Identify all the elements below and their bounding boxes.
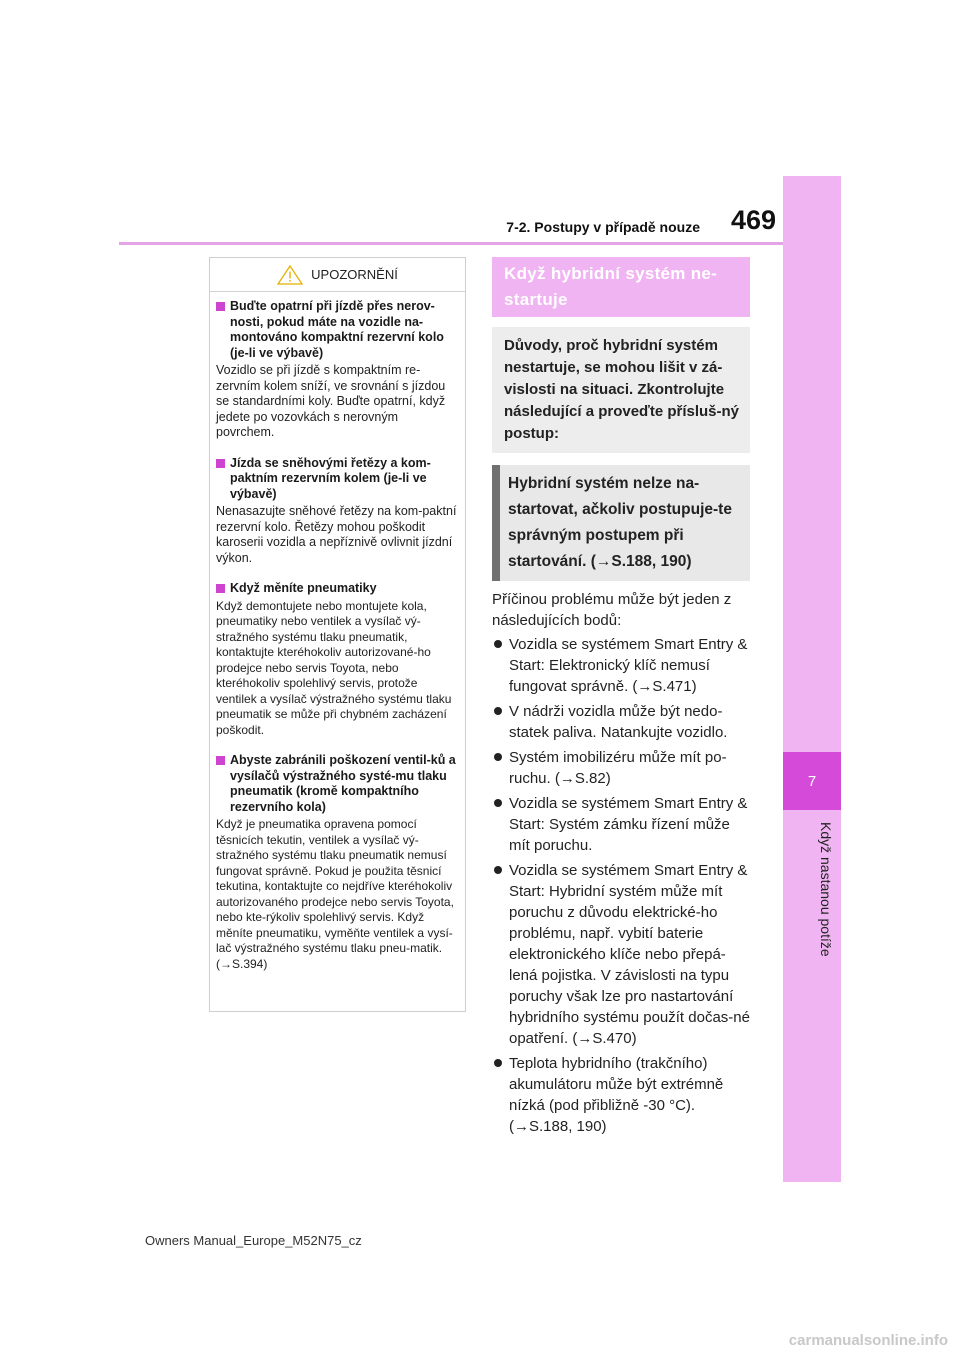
warning-body — [210, 292, 465, 972]
warning-title: UPOZORNĚNÍ — [311, 267, 398, 282]
bullet-dot-icon — [494, 640, 502, 648]
section-title: 7-2. Postupy v případě nouze — [506, 219, 700, 235]
list-item: Vozidla se systémem Smart Entry & Start: Elektronický klíč nemusí fungovat správně. (→S.471) — [492, 634, 750, 697]
watermark: carmanualsonline.info — [788, 1332, 948, 1349]
list-item: V nádrži vozidla může být nedo-statek paliva. Natankujte vozidlo. — [492, 701, 750, 743]
list-item: Teplota hybridního (trakčního) akumulátoru může být extrémně nízká (pod přibližně -30 °C). (→S.188, 190) — [492, 1053, 750, 1137]
bullet-dot-icon — [494, 753, 502, 761]
bullet-dot-icon — [494, 707, 502, 715]
warning-item-text: Nenasazujte sněhové řetězy na kom-paktní rezervní kolo. Řetězy mohou poškodit karoserii vozidla a nepříznivě ovlivnit jízdní výkon. — [216, 504, 457, 565]
main-column — [492, 257, 750, 1141]
warning-item-heading: Když měníte pneumatiky — [216, 581, 459, 597]
square-bullet-icon — [216, 584, 225, 593]
sub-heading: Hybridní systém nelze na-startovat, ačkoliv postupuje-te správným postupem při startování. (→S.188, 190) — [492, 465, 750, 581]
chapter-title: Když nastanou potíže — [818, 822, 834, 957]
warning-item-heading: Jízda se sněhovými řetězy a kom-paktním rezervním kolem (je-li ve výbavě) — [216, 456, 459, 503]
cause-list — [492, 634, 750, 1137]
warning-item-heading: Buďte opatrní při jízdě přes nerov-nosti, pokud máte na vozidle na-montováno kompaktní rezervní kolo (je-li ve výbavě) — [216, 299, 459, 361]
intro-text: Příčinou problému může být jeden z následujících bodů: — [492, 591, 732, 629]
square-bullet-icon — [216, 756, 225, 765]
warning-item-text: Když je pneumatika opravena pomocí těsnicích tekutin, ventilek a vysílač vý-stražného systému tlaku pneumatik nemusí fungovat správně. Pokud je použita těsnicí tekutina, kontaktujte co nejdříve kteréhokoliv autorizovaného prodejce nebo servis Toyota, nebo kte-rýkoliv spolehlivý servis. Když měníte pneumatiku, vyměňte ventilek a vysí-lač výstražného systému tlaku pneu-matik. (→S.394) — [216, 817, 454, 971]
intro-box: Důvody, proč hybridní systém nestartuje, se mohou lišit v zá-vislosti na situaci. Zkontrolujte následující a proveďte přísluš-ný postup: — [492, 327, 750, 453]
bullet-dot-icon — [494, 1059, 502, 1067]
bullet-dot-icon — [494, 799, 502, 807]
footer-text: Owners Manual_Europe_M52N75_cz — [145, 1233, 362, 1248]
chapter-side-tab — [783, 176, 841, 1182]
chapter-number: 7 — [783, 752, 841, 810]
list-item: Vozidla se systémem Smart Entry & Start: Hybridní systém může mít poruchu z důvodu elektrické-ho problému, např. vybití baterie elektronického klíče nebo přepá-lená pojistka. V závislosti na typu poruchy však lze pro nastartování hybridního systému použít dočas-né opatření. (→S.470) — [492, 860, 750, 1049]
list-item: Vozidla se systémem Smart Entry & Start: Systém zámku řízení může mít poruchu. — [492, 793, 750, 856]
page-number: 469 — [730, 205, 776, 235]
warning-triangle-icon — [277, 265, 303, 285]
square-bullet-icon — [216, 302, 225, 311]
header-divider — [119, 242, 783, 245]
main-heading: Když hybridní systém ne-startuje — [492, 257, 750, 317]
list-item: Systém imobilizéru může mít po-ruchu. (→S.82) — [492, 747, 750, 789]
square-bullet-icon — [216, 459, 225, 468]
warning-box — [209, 257, 466, 1012]
warning-item-text: Vozidlo se při jízdě s kompaktním re-zervním kolem sníží, ve srovnání s jízdou se standardními koly. Buďte opatrní, když jedete po vozovkách s nerovným povrchem. — [216, 363, 446, 439]
warning-item-heading: Abyste zabránili poškození ventil-ků a vysílačů výstražného systé-mu tlaku pneumatik (kromě kompaktního rezervního kola) — [216, 753, 459, 815]
warning-item-text: Když demontujete nebo montujete kola, pneumatiky nebo ventilek a vysílač vý-stražného systému tlaku pneumatik, kontaktujte kteréhokoliv autorizované-ho prodejce nebo servis Toyota, nebo kteréhokoliv spolehlivý servis, protože ventilek a vysílač výstražného systému tlaku pneumatik se může při chybném zacházení poškodit. — [216, 598, 452, 737]
bullet-dot-icon — [494, 866, 502, 874]
warning-header — [210, 258, 465, 292]
